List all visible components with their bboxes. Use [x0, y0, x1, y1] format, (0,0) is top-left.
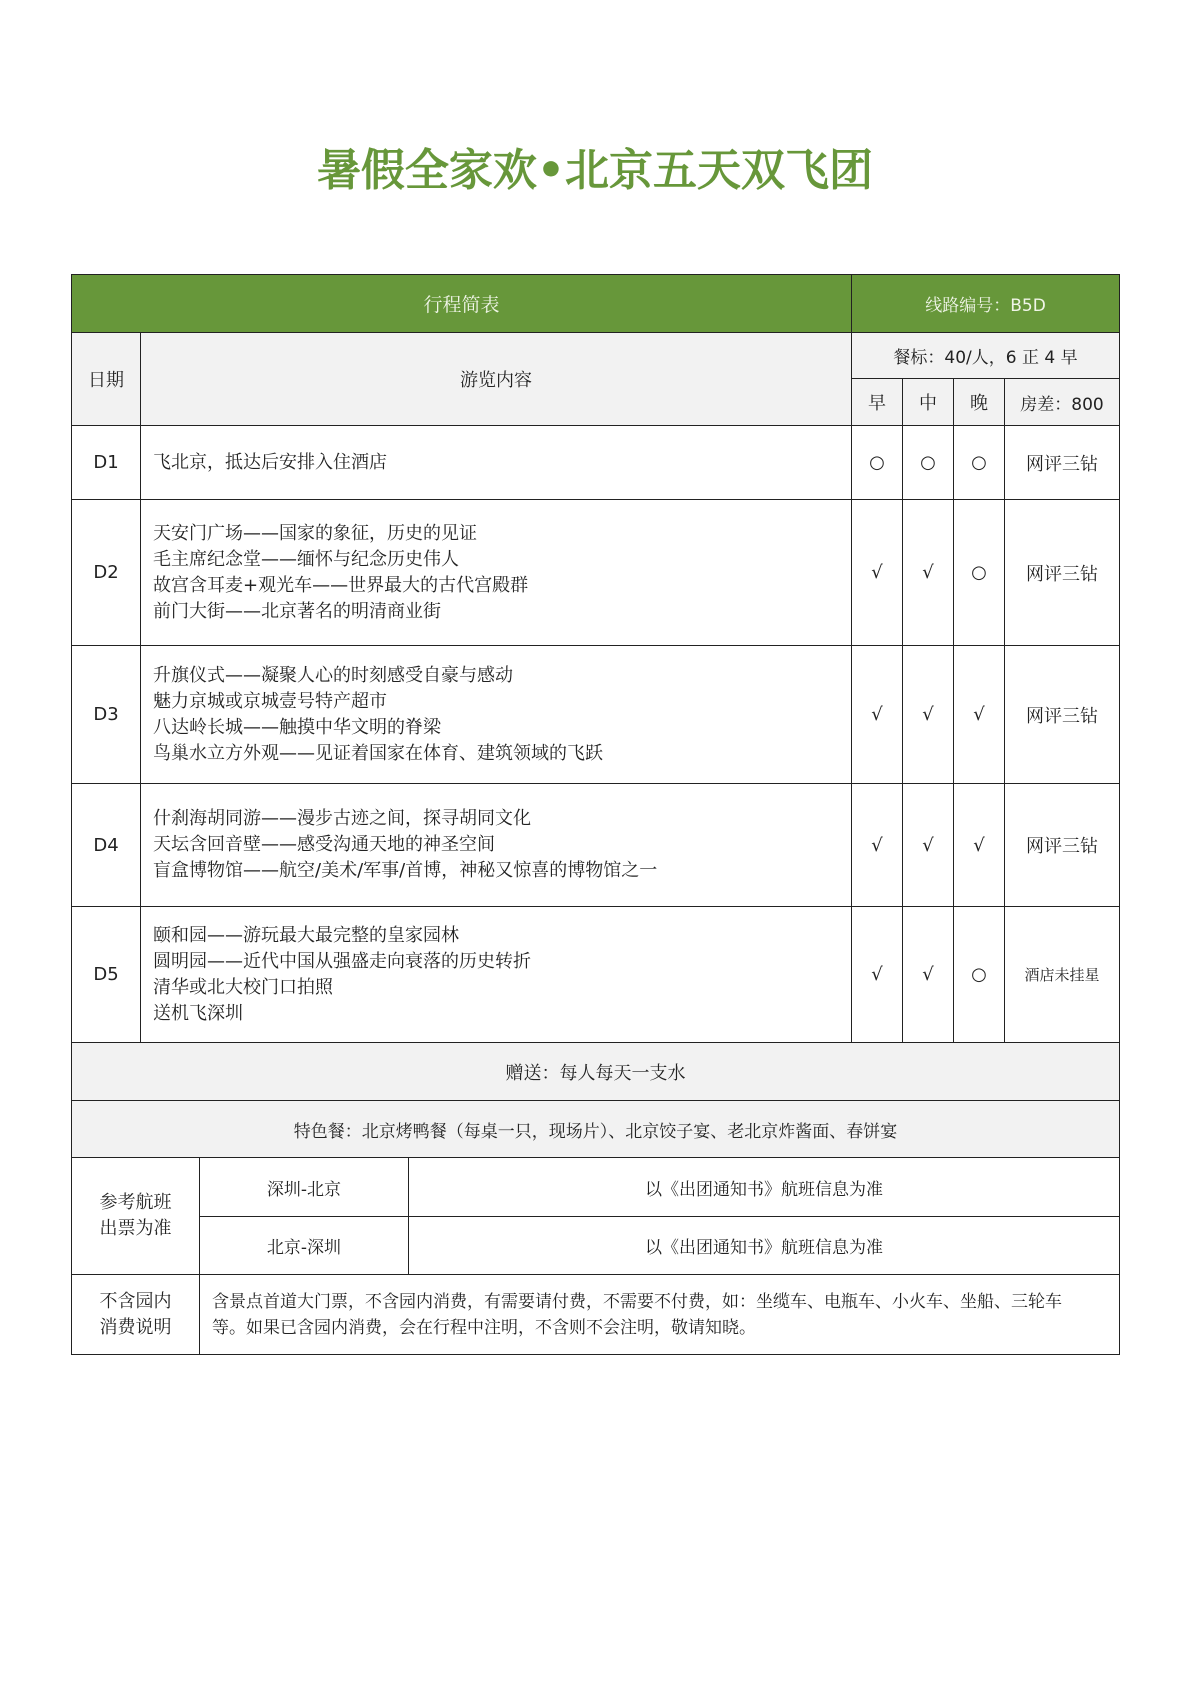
table-row [72, 500, 1120, 646]
notes-text [200, 1275, 1120, 1355]
notes-label [72, 1275, 200, 1355]
hotel-rating: 网评三钻 [1005, 646, 1120, 784]
itinerary-item: 颐和园——游玩最大最完整的皇家园林 [153, 924, 459, 946]
day-label: D4 [72, 784, 141, 907]
date-column-header: 日期 [72, 333, 141, 426]
dinner-mark: ○ [954, 500, 1005, 646]
itinerary-item: 飞北京，抵达后安排入住酒店 [153, 451, 387, 473]
day-content [141, 784, 852, 907]
table-row [72, 784, 1120, 907]
day-content [141, 500, 852, 646]
page-title: 暑假全家欢•北京五天双飞团 [316, 145, 874, 196]
lunch-mark: √ [903, 907, 954, 1043]
lunch-mark: √ [903, 646, 954, 784]
itinerary-item: 送机飞深圳 [153, 1002, 243, 1024]
dinner-mark: ○ [954, 907, 1005, 1043]
itinerary-item: 圆明园——近代中国从强盛走向衰落的历史转折 [153, 950, 531, 972]
breakfast-mark: √ [852, 500, 903, 646]
flight-info: 以《出团通知书》航班信息为准 [409, 1217, 1120, 1275]
dinner-mark: √ [954, 784, 1005, 907]
flight-label [72, 1158, 200, 1275]
lunch-mark: ○ [903, 426, 954, 500]
table-row [72, 426, 1120, 500]
itinerary-item: 盲盒博物馆——航空/美术/军事/首博，神秘又惊喜的博物馆之一 [153, 860, 658, 881]
day-label: D5 [72, 907, 141, 1043]
flight-route: 北京-深圳 [200, 1217, 409, 1275]
route-code: 线路编号：B5D [852, 275, 1120, 333]
hotel-rating: 网评三钻 [1005, 784, 1120, 907]
day-label: D1 [72, 426, 141, 500]
table-row [72, 646, 1120, 784]
dinner-mark: √ [954, 646, 1005, 784]
flight-route: 深圳-北京 [200, 1158, 409, 1217]
itinerary-item: 天坛含回音壁——感受沟通天地的神圣空间 [153, 834, 495, 855]
room-diff-header: 房差：800 [1005, 379, 1120, 426]
table-row [72, 907, 1120, 1043]
meal-standard: 餐标：40/人，6 正 4 早 [852, 333, 1120, 379]
flight-label-line2: 出票为准 [99, 1218, 172, 1239]
day-label: D3 [72, 646, 141, 784]
flight-info: 以《出团通知书》航班信息为准 [409, 1158, 1120, 1217]
breakfast-header: 早 [852, 379, 903, 426]
lunch-header: 中 [903, 379, 954, 426]
itinerary-item: 魅力京城或京城壹号特产超市 [153, 690, 387, 712]
day-label: D2 [72, 500, 141, 646]
itinerary-item: 天安门广场——国家的象征，历史的见证 [153, 522, 477, 544]
hotel-rating: 酒店未挂星 [1005, 907, 1120, 1043]
hotel-rating: 网评三钻 [1005, 500, 1120, 646]
lunch-mark: √ [903, 784, 954, 907]
day-content [141, 907, 852, 1043]
breakfast-mark: √ [852, 646, 903, 784]
itinerary-table [71, 274, 1120, 1355]
hotel-rating: 网评三钻 [1005, 426, 1120, 500]
content-column-header: 游览内容 [141, 333, 852, 426]
day-content [141, 426, 852, 500]
itinerary-item: 什刹海胡同游——漫步古迹之间，探寻胡同文化 [153, 808, 531, 829]
breakfast-mark: √ [852, 784, 903, 907]
special-meal-note: 特色餐：北京烤鸭餐（每桌一只，现场片）、北京饺子宴、老北京炸酱面、春饼宴 [72, 1101, 1120, 1158]
itinerary-item: 毛主席纪念堂——缅怀与纪念历史伟人 [153, 548, 459, 570]
dinner-mark: ○ [954, 426, 1005, 500]
breakfast-mark: ○ [852, 426, 903, 500]
itinerary-item: 鸟巢水立方外观——见证着国家在体育、建筑领域的飞跃 [153, 742, 603, 764]
notes-text-line1: 含景点首道大门票，不含园内消费，有需要请付费，不需要不付费，如：坐缆车、电瓶车、小火车、坐船、三轮车 [212, 1291, 1062, 1312]
itinerary-item: 八达岭长城——触摸中华文明的脊梁 [153, 716, 441, 738]
day-content [141, 646, 852, 784]
notes-label-line2: 消费说明 [99, 1316, 172, 1338]
lunch-mark: √ [903, 500, 954, 646]
itinerary-item: 清华或北大校门口拍照 [153, 976, 333, 998]
dinner-header: 晚 [954, 379, 1005, 426]
table-title: 行程简表 [72, 275, 852, 333]
breakfast-mark: √ [852, 907, 903, 1043]
notes-label-line1: 不含园内 [99, 1290, 172, 1312]
itinerary-item: 故宫含耳麦+观光车——世界最大的古代宫殿群 [153, 574, 529, 596]
flight-label-line1: 参考航班 [99, 1192, 172, 1213]
itinerary-item: 前门大街——北京著名的明清商业街 [153, 600, 441, 622]
itinerary-item: 升旗仪式——凝聚人心的时刻感受自豪与感动 [153, 664, 513, 686]
gift-note: 赠送：每人每天一支水 [72, 1043, 1120, 1101]
notes-text-line2: 等。如果已含园内消费，会在行程中注明，不含则不会注明，敬请知晓。 [212, 1317, 756, 1338]
